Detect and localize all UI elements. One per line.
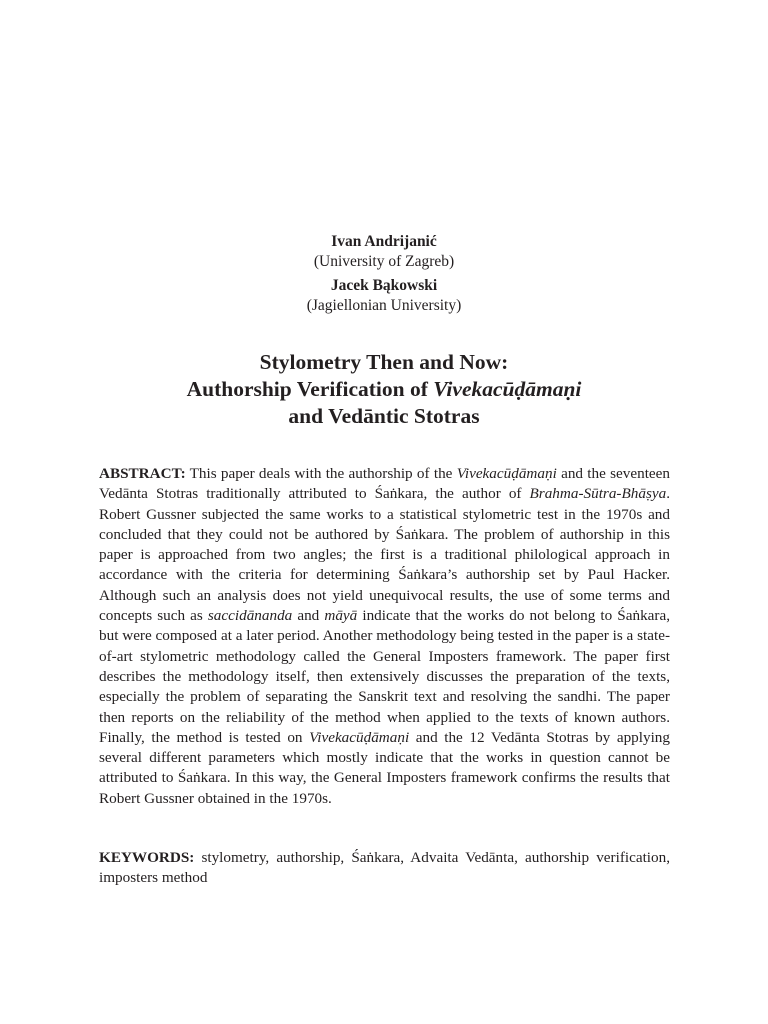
abstract-label: ABSTRACT: — [99, 465, 186, 482]
abstract-italic-term: saccidānanda — [207, 607, 293, 625]
author-list — [0, 232, 768, 316]
title-line-3: and Vedāntic Stotras — [288, 404, 480, 428]
abstract-italic-term: māyā — [324, 607, 358, 625]
abstract-text: and the seventeen Vedānta Stotras traditionally attributed to Śaṅkara, the author of — [99, 465, 670, 503]
keywords-label: KEYWORDS: — [99, 849, 195, 866]
title-line-2-italic: Vivekacūḍāmaṇi — [433, 377, 582, 401]
author-affiliation: (Jagiellonian University) — [306, 297, 462, 314]
title-line-2 — [0, 376, 768, 403]
title-line-1: Stylometry Then and Now: — [259, 350, 509, 374]
abstract-italic-term: Brahma-Sūtra-Bhāṣya — [529, 485, 667, 503]
abstract-italic-term: Vivekacūḍāmaṇi — [456, 465, 557, 482]
title-line-2-prefix: Authorship Verification of — [186, 377, 434, 401]
author-block — [0, 276, 768, 316]
abstract-text: . Robert Gussner subjected the same works to a statistical stylometric test in the 1970s and concluded that they could not be authored by Śaṅkara. The problem of authorship in this paper is approached from two angles; the first is a traditional philological approach in accordance with the criteria for determining Śaṅkara’s authorship set by Paul Hacker. Although such an analysis does not yield unequivocal results, the use of some terms and concepts such as — [99, 485, 670, 625]
abstract-italic-term: Vivekacūḍāmaṇi — [309, 728, 410, 746]
abstract-text: This paper deals with the authorship of the — [185, 465, 457, 482]
paper-title — [0, 349, 768, 430]
author-name: Ivan Andrijanić — [331, 233, 437, 250]
abstract-text: indicate that the works do not belong to Śaṅkara, but were composed at a later period. Another methodology being tested in the paper is a state-of-art stylometric methodology called the General Imposters framework. The paper first describes the methodology itself, then extensively discusses the preparation of the texts, especially the problem of separating the Sanskrit text and resolving the sandhi. The paper then reports on the reliability of the method when applied to the texts of known authors. Finally, the method is tested on — [99, 607, 671, 746]
author-block — [0, 232, 768, 272]
author-affiliation: (University of Zagreb) — [313, 253, 455, 270]
keywords-text: stylometry, authorship, Śaṅkara, Advaita Vedānta, authorship verification, imposters method — [99, 849, 670, 887]
abstract-text: and — [292, 607, 325, 625]
abstract-text: and the 12 Vedānta Stotras by applying several different parameters which mostly indicate that the works in question cannot be attributed to Śaṅkara. In this way, the General Imposters framework confirms the results that Robert Gussner obtained in the 1970s. — [99, 728, 670, 807]
keywords — [99, 848, 670, 889]
author-name: Jacek Bąkowski — [330, 277, 438, 294]
abstract — [99, 464, 670, 809]
